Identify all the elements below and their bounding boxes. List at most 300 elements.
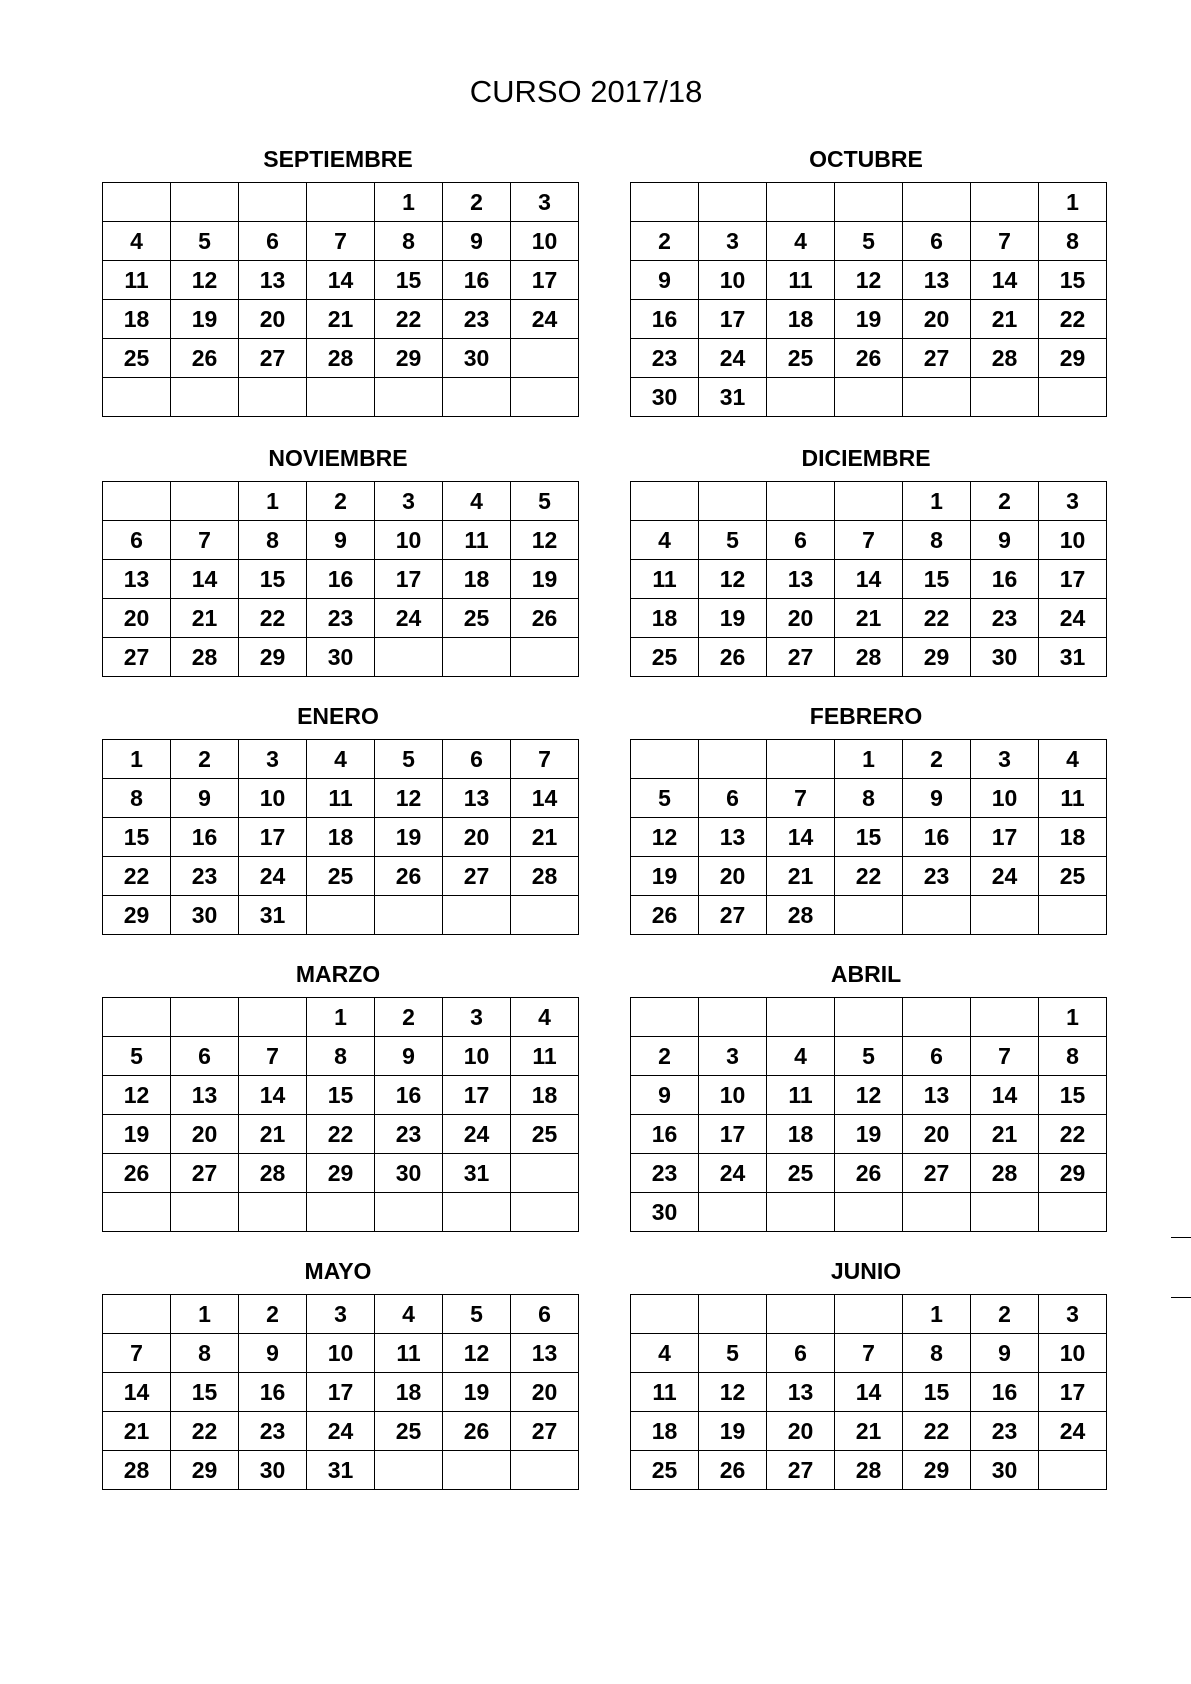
day-cell: 25 [307,857,375,896]
day-cell: 30 [239,1451,307,1490]
empty-day-cell [239,378,307,417]
day-cell: 10 [511,222,579,261]
empty-day-cell [835,1193,903,1232]
day-cell: 21 [971,300,1039,339]
day-cell: 24 [307,1412,375,1451]
day-cell: 18 [375,1373,443,1412]
week-row [631,638,1107,677]
day-cell: 13 [903,261,971,300]
week-row [103,261,579,300]
day-cell: 5 [699,1334,767,1373]
empty-day-cell [631,998,699,1037]
day-cell: 12 [699,1373,767,1412]
day-cell: 11 [767,1076,835,1115]
day-cell: 2 [375,998,443,1037]
day-cell: 27 [511,1412,579,1451]
day-cell: 7 [835,521,903,560]
empty-day-cell [511,1154,579,1193]
month-table [630,481,1107,677]
day-cell: 22 [103,857,171,896]
day-cell: 22 [903,599,971,638]
day-cell: 1 [1039,183,1107,222]
day-cell: 17 [1039,560,1107,599]
empty-day-cell [631,482,699,521]
day-cell: 31 [239,896,307,935]
empty-day-cell [767,183,835,222]
empty-day-cell [699,998,767,1037]
week-row [103,183,579,222]
day-cell: 11 [1039,779,1107,818]
day-cell: 12 [835,261,903,300]
empty-day-cell [375,638,443,677]
day-cell: 2 [903,740,971,779]
day-cell: 6 [903,1037,971,1076]
day-cell: 29 [1039,1154,1107,1193]
empty-day-cell [835,482,903,521]
day-cell: 10 [1039,521,1107,560]
day-cell: 29 [1039,339,1107,378]
day-cell: 5 [443,1295,511,1334]
day-cell: 13 [903,1076,971,1115]
week-row [631,1295,1107,1334]
day-cell: 25 [1039,857,1107,896]
day-cell: 9 [903,779,971,818]
empty-day-cell [767,1193,835,1232]
day-cell: 7 [971,1037,1039,1076]
week-row [103,482,579,521]
month-febrero [630,693,1102,935]
empty-day-cell [103,1193,171,1232]
empty-day-cell [443,378,511,417]
day-cell: 24 [239,857,307,896]
week-row [631,599,1107,638]
day-cell: 30 [307,638,375,677]
week-row [631,183,1107,222]
day-cell: 5 [835,1037,903,1076]
week-row [103,1451,579,1490]
week-row [631,818,1107,857]
week-row [631,896,1107,935]
day-cell: 6 [767,521,835,560]
day-cell: 23 [307,599,375,638]
month-title: NOVIEMBRE [268,445,408,471]
empty-day-cell [307,378,375,417]
day-cell: 24 [443,1115,511,1154]
month-table [102,997,579,1232]
day-cell: 15 [903,1373,971,1412]
week-row [631,560,1107,599]
day-cell: 25 [631,638,699,677]
empty-day-cell [171,482,239,521]
day-cell: 15 [1039,261,1107,300]
empty-day-cell [1039,1193,1107,1232]
week-row [103,521,579,560]
week-row [103,1412,579,1451]
day-cell: 1 [903,482,971,521]
day-cell: 31 [699,378,767,417]
empty-day-cell [903,1193,971,1232]
day-cell: 9 [971,521,1039,560]
day-cell: 30 [971,1451,1039,1490]
empty-day-cell [239,183,307,222]
day-cell: 31 [1039,638,1107,677]
month-table [102,182,579,417]
day-cell: 16 [375,1076,443,1115]
day-cell: 12 [835,1076,903,1115]
day-cell: 29 [239,638,307,677]
day-cell: 18 [767,300,835,339]
day-cell: 8 [239,521,307,560]
week-row [103,896,579,935]
day-cell: 17 [307,1373,375,1412]
empty-day-cell [307,896,375,935]
week-row [631,857,1107,896]
day-cell: 1 [1039,998,1107,1037]
empty-day-cell [767,1295,835,1334]
day-cell: 18 [103,300,171,339]
empty-day-cell [971,896,1039,935]
day-cell: 20 [511,1373,579,1412]
day-cell: 20 [903,300,971,339]
day-cell: 2 [971,1295,1039,1334]
week-row [103,1115,579,1154]
day-cell: 13 [103,560,171,599]
day-cell: 5 [699,521,767,560]
day-cell: 16 [443,261,511,300]
day-cell: 6 [239,222,307,261]
day-cell: 9 [239,1334,307,1373]
day-cell: 19 [699,1412,767,1451]
day-cell: 17 [971,818,1039,857]
day-cell: 3 [1039,1295,1107,1334]
day-cell: 9 [375,1037,443,1076]
empty-day-cell [971,1193,1039,1232]
month-table [630,997,1107,1232]
month-title: MAYO [304,1258,372,1284]
day-cell: 28 [171,638,239,677]
week-row [631,261,1107,300]
day-cell: 21 [307,300,375,339]
day-cell: 11 [631,560,699,599]
week-row [631,1037,1107,1076]
day-cell: 8 [903,1334,971,1373]
page-title: CURSO 2017/18 [469,74,703,109]
day-cell: 1 [171,1295,239,1334]
day-cell: 4 [767,222,835,261]
day-cell: 28 [971,339,1039,378]
week-row [631,1334,1107,1373]
week-row [103,300,579,339]
day-cell: 29 [903,1451,971,1490]
day-cell: 10 [699,1076,767,1115]
day-cell: 7 [307,222,375,261]
day-cell: 5 [835,222,903,261]
day-cell: 23 [239,1412,307,1451]
week-row [631,1451,1107,1490]
empty-day-cell [103,378,171,417]
month-diciembre [630,435,1102,677]
day-cell: 25 [103,339,171,378]
day-cell: 14 [239,1076,307,1115]
week-row [631,222,1107,261]
day-cell: 26 [699,638,767,677]
day-cell: 17 [375,560,443,599]
empty-day-cell [767,378,835,417]
day-cell: 3 [443,998,511,1037]
week-row [103,560,579,599]
day-cell: 15 [1039,1076,1107,1115]
day-cell: 28 [835,1451,903,1490]
day-cell: 8 [903,521,971,560]
day-cell: 18 [443,560,511,599]
day-cell: 2 [631,222,699,261]
day-cell: 9 [307,521,375,560]
day-cell: 27 [903,1154,971,1193]
day-cell: 19 [835,1115,903,1154]
day-cell: 22 [307,1115,375,1154]
day-cell: 20 [443,818,511,857]
day-cell: 3 [699,1037,767,1076]
day-cell: 2 [971,482,1039,521]
day-cell: 5 [631,779,699,818]
day-cell: 12 [171,261,239,300]
day-cell: 2 [443,183,511,222]
empty-day-cell [511,378,579,417]
day-cell: 7 [103,1334,171,1373]
empty-day-cell [631,740,699,779]
day-cell: 8 [307,1037,375,1076]
empty-day-cell [1039,896,1107,935]
day-cell: 2 [239,1295,307,1334]
day-cell: 30 [631,378,699,417]
empty-day-cell [903,998,971,1037]
day-cell: 15 [171,1373,239,1412]
day-cell: 6 [767,1334,835,1373]
day-cell: 4 [1039,740,1107,779]
day-cell: 13 [171,1076,239,1115]
day-cell: 4 [443,482,511,521]
day-cell: 23 [631,1154,699,1193]
day-cell: 23 [171,857,239,896]
month-table [630,182,1107,417]
day-cell: 7 [767,779,835,818]
empty-day-cell [171,1193,239,1232]
day-cell: 8 [1039,222,1107,261]
day-cell: 11 [511,1037,579,1076]
month-title: ENERO [297,703,379,729]
day-cell: 20 [103,599,171,638]
day-cell: 1 [239,482,307,521]
day-cell: 28 [307,339,375,378]
day-cell: 31 [443,1154,511,1193]
day-cell: 17 [239,818,307,857]
day-cell: 8 [835,779,903,818]
day-cell: 2 [631,1037,699,1076]
day-cell: 30 [443,339,511,378]
month-title: SEPTIEMBRE [263,146,413,172]
day-cell: 11 [767,261,835,300]
empty-day-cell [307,1193,375,1232]
empty-day-cell [375,896,443,935]
day-cell: 8 [375,222,443,261]
day-cell: 9 [443,222,511,261]
week-row [103,857,579,896]
day-cell: 26 [511,599,579,638]
day-cell: 20 [171,1115,239,1154]
month-enero [102,693,574,935]
day-cell: 21 [835,1412,903,1451]
day-cell: 15 [307,1076,375,1115]
month-title: FEBRERO [809,703,923,729]
empty-day-cell [631,183,699,222]
day-cell: 19 [375,818,443,857]
week-row [103,339,579,378]
month-title: DICIEMBRE [801,445,931,471]
day-cell: 13 [767,1373,835,1412]
week-row [103,1334,579,1373]
day-cell: 6 [443,740,511,779]
empty-day-cell [375,1451,443,1490]
month-table [630,1294,1107,1490]
empty-day-cell [171,998,239,1037]
day-cell: 28 [511,857,579,896]
day-cell: 30 [171,896,239,935]
empty-day-cell [971,183,1039,222]
empty-day-cell [903,896,971,935]
empty-day-cell [443,1193,511,1232]
day-cell: 26 [443,1412,511,1451]
day-cell: 28 [971,1154,1039,1193]
day-cell: 14 [307,261,375,300]
month-title: JUNIO [830,1258,902,1284]
day-cell: 8 [171,1334,239,1373]
day-cell: 20 [767,599,835,638]
empty-day-cell [699,183,767,222]
week-row [103,638,579,677]
day-cell: 6 [103,521,171,560]
day-cell: 27 [767,638,835,677]
day-cell: 25 [767,339,835,378]
empty-day-cell [239,998,307,1037]
day-cell: 26 [835,339,903,378]
day-cell: 9 [971,1334,1039,1373]
day-cell: 1 [103,740,171,779]
day-cell: 19 [835,300,903,339]
day-cell: 30 [631,1193,699,1232]
week-row [103,779,579,818]
month-title: ABRIL [830,961,902,987]
day-cell: 5 [103,1037,171,1076]
day-cell: 16 [631,1115,699,1154]
day-cell: 31 [307,1451,375,1490]
empty-day-cell [511,1451,579,1490]
day-cell: 25 [767,1154,835,1193]
month-marzo [102,951,574,1232]
day-cell: 20 [699,857,767,896]
day-cell: 13 [239,261,307,300]
week-row [103,818,579,857]
week-row [631,1193,1107,1232]
day-cell: 15 [375,261,443,300]
day-cell: 29 [903,638,971,677]
day-cell: 4 [511,998,579,1037]
week-row [631,779,1107,818]
day-cell: 10 [239,779,307,818]
day-cell: 23 [971,1412,1039,1451]
margin-tick-mark [1171,1297,1191,1298]
day-cell: 3 [307,1295,375,1334]
day-cell: 27 [699,896,767,935]
day-cell: 19 [103,1115,171,1154]
day-cell: 22 [239,599,307,638]
day-cell: 10 [443,1037,511,1076]
empty-day-cell [171,183,239,222]
day-cell: 23 [631,339,699,378]
empty-day-cell [767,482,835,521]
week-row [631,1076,1107,1115]
margin-tick-mark [1171,1237,1191,1238]
day-cell: 19 [171,300,239,339]
day-cell: 28 [103,1451,171,1490]
week-row [103,1154,579,1193]
day-cell: 18 [631,599,699,638]
day-cell: 27 [443,857,511,896]
day-cell: 13 [767,560,835,599]
day-cell: 17 [699,300,767,339]
week-row [631,998,1107,1037]
week-row [103,222,579,261]
month-table [102,1294,579,1490]
day-cell: 9 [631,261,699,300]
empty-day-cell [239,1193,307,1232]
day-cell: 27 [239,339,307,378]
empty-day-cell [375,1193,443,1232]
day-cell: 18 [307,818,375,857]
day-cell: 10 [307,1334,375,1373]
week-row [631,1115,1107,1154]
empty-day-cell [835,378,903,417]
empty-day-cell [767,740,835,779]
month-table [102,739,579,935]
day-cell: 26 [699,1451,767,1490]
day-cell: 19 [699,599,767,638]
day-cell: 5 [511,482,579,521]
day-cell: 21 [103,1412,171,1451]
day-cell: 18 [1039,818,1107,857]
week-row [103,740,579,779]
day-cell: 6 [171,1037,239,1076]
day-cell: 24 [699,339,767,378]
empty-day-cell [103,482,171,521]
empty-day-cell [511,896,579,935]
day-cell: 11 [443,521,511,560]
day-cell: 6 [511,1295,579,1334]
day-cell: 11 [307,779,375,818]
week-row [103,599,579,638]
month-noviembre [102,435,574,677]
week-row [631,1154,1107,1193]
day-cell: 24 [511,300,579,339]
empty-day-cell [103,998,171,1037]
day-cell: 11 [631,1373,699,1412]
day-cell: 24 [971,857,1039,896]
day-cell: 11 [103,261,171,300]
day-cell: 6 [699,779,767,818]
day-cell: 24 [1039,1412,1107,1451]
day-cell: 17 [443,1076,511,1115]
day-cell: 20 [767,1412,835,1451]
day-cell: 28 [239,1154,307,1193]
